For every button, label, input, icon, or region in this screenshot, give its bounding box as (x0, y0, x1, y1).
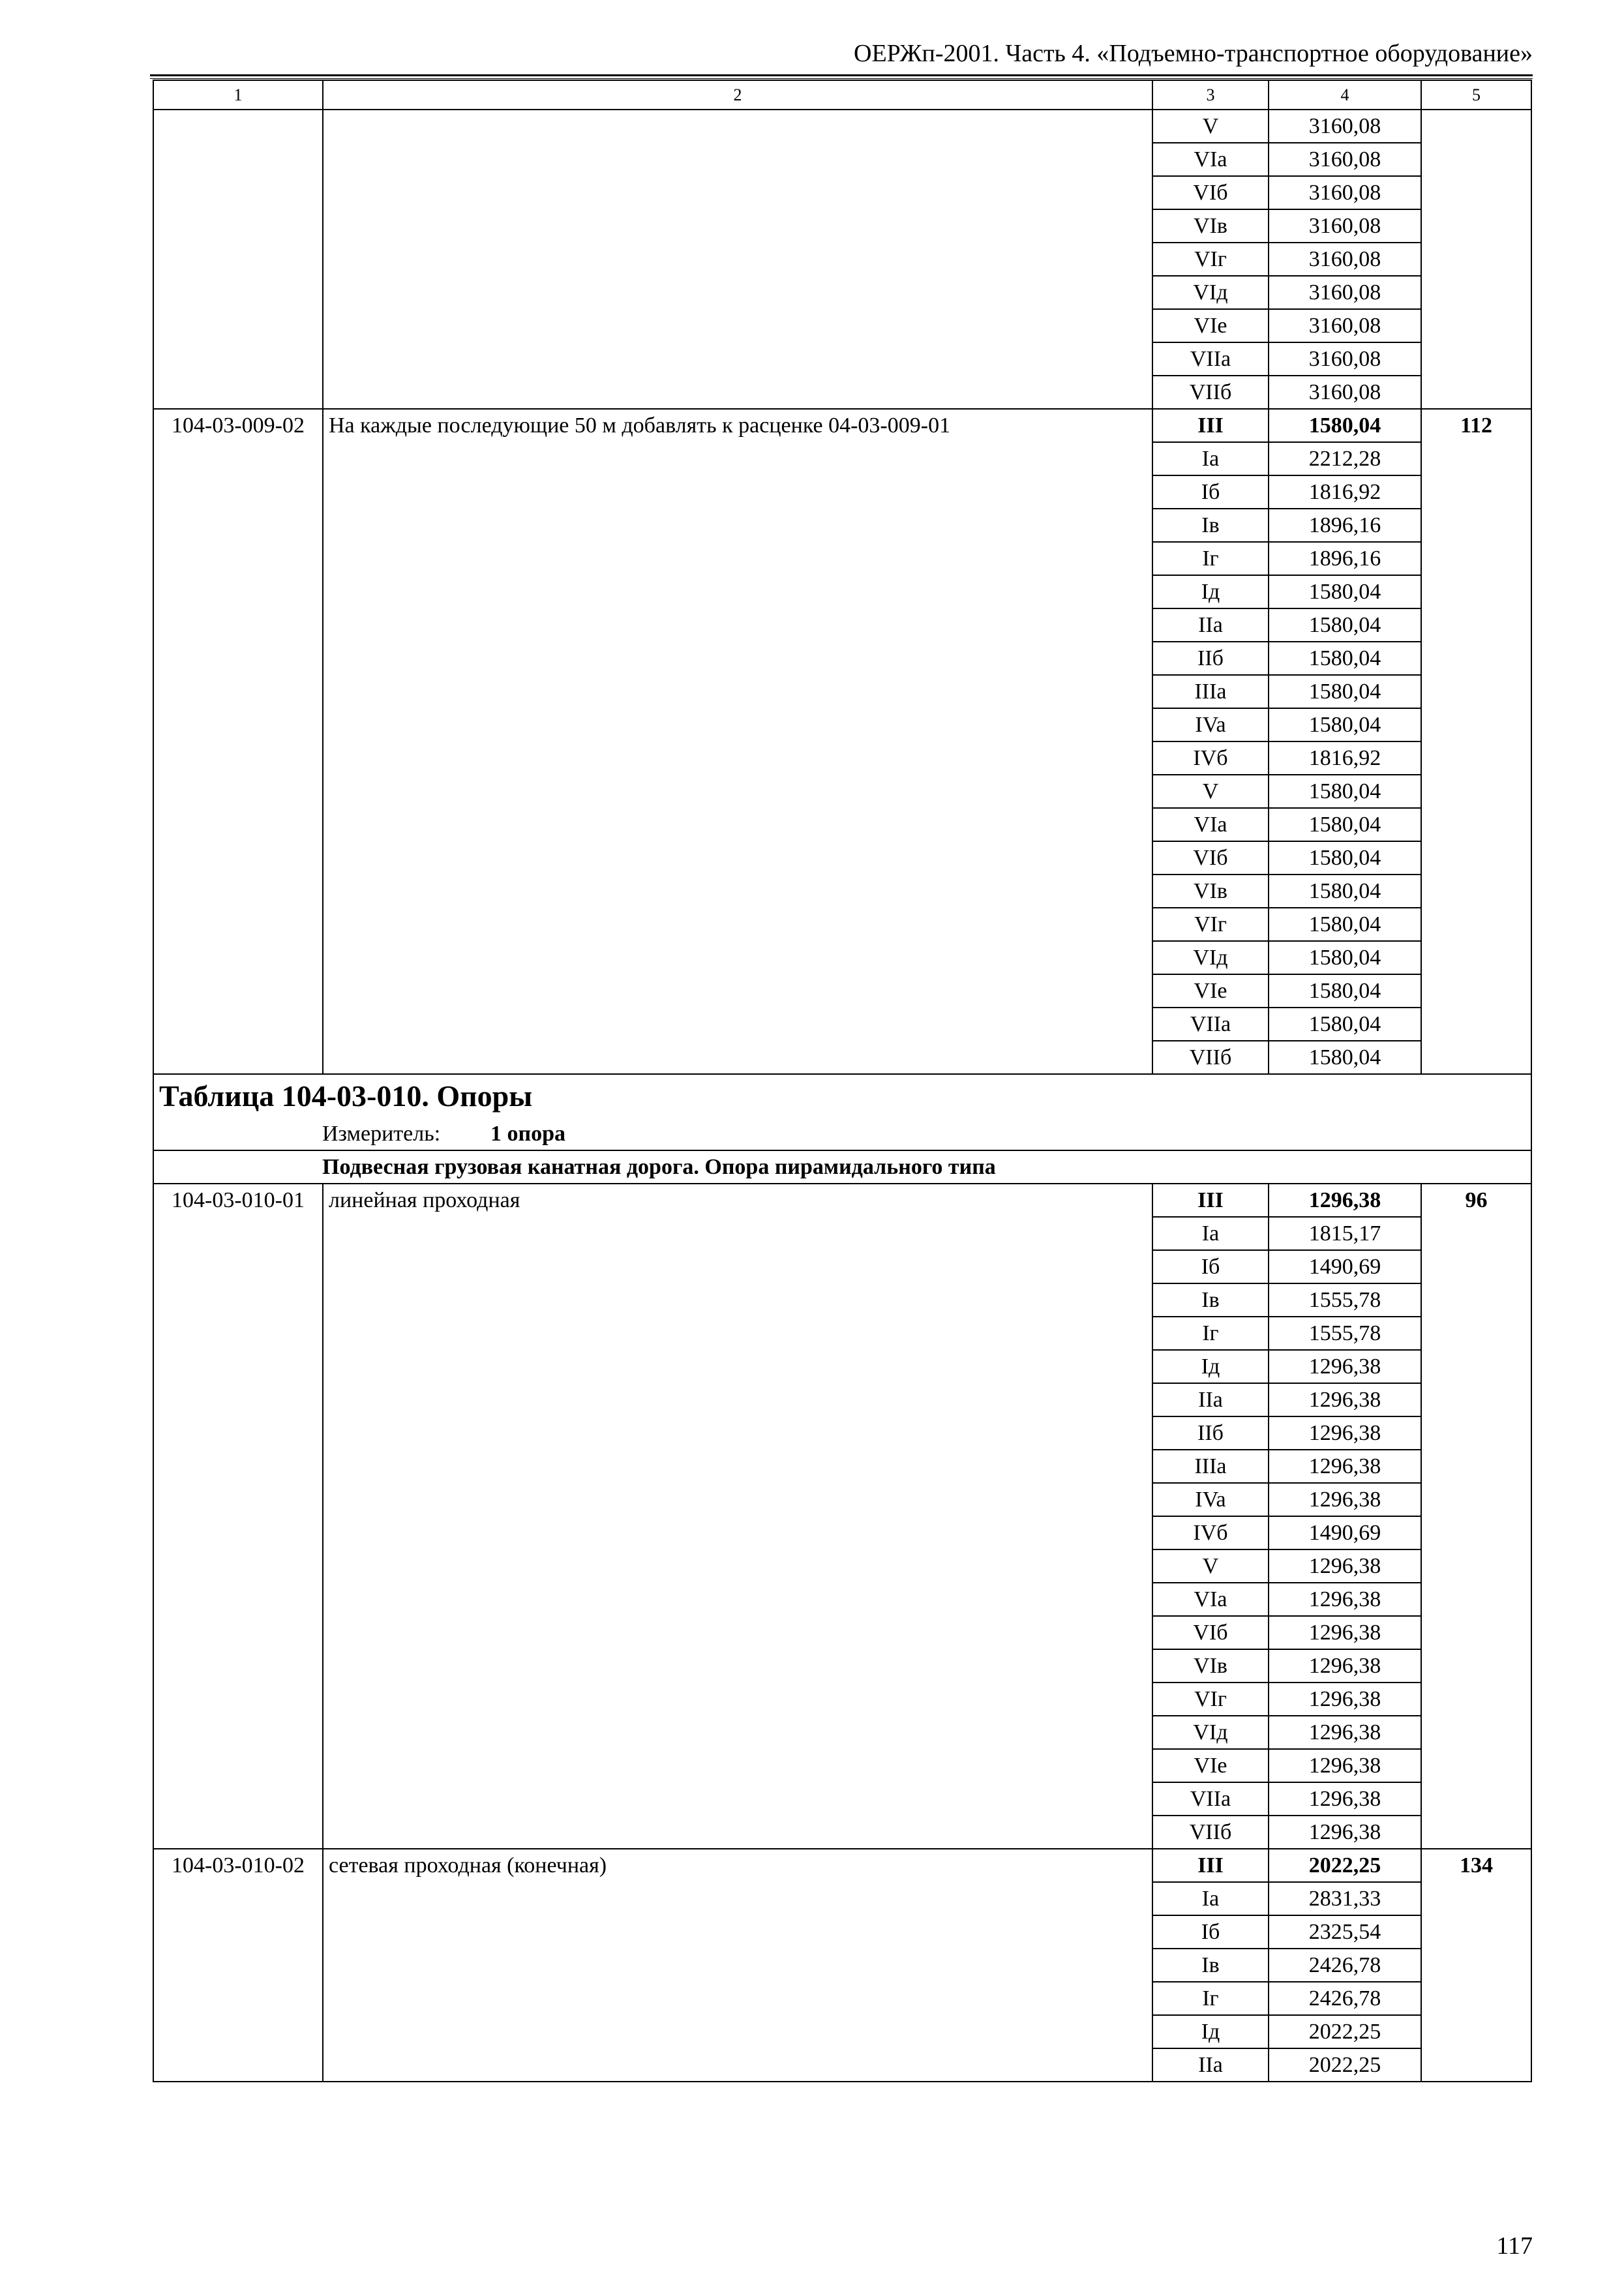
zone-cell: Iв (1152, 1283, 1269, 1317)
price-cell: 3160,08 (1269, 309, 1421, 342)
zone-cell: IIIa (1152, 1450, 1269, 1483)
item-code-cell (153, 110, 323, 409)
zone-cell: VIв (1152, 1649, 1269, 1683)
item-description-cell (323, 110, 1152, 409)
zone-cell: VIг (1152, 243, 1269, 276)
price-cell: 1296,38 (1269, 1649, 1421, 1683)
price-cell: 3160,08 (1269, 110, 1421, 143)
zone-cell: VIд (1152, 941, 1269, 974)
price-cell: 1296,38 (1269, 1549, 1421, 1583)
price-cell: 1815,17 (1269, 1217, 1421, 1250)
labor-cell: 134 (1421, 1849, 1531, 2082)
zone-cell: III (1152, 409, 1269, 442)
price-cell: 1296,38 (1269, 1683, 1421, 1716)
price-cell: 1896,16 (1269, 509, 1421, 542)
price-cell: 2022,25 (1269, 1849, 1421, 1882)
item-code: 104-03-009-02 (153, 409, 323, 1074)
zone-cell: VIIб (1152, 376, 1269, 409)
zone-cell: IIa (1152, 1383, 1269, 1416)
zone-cell: VIд (1152, 276, 1269, 309)
price-cell: 3160,08 (1269, 243, 1421, 276)
zone-cell: Iг (1152, 1982, 1269, 2015)
price-cell: 1296,38 (1269, 1483, 1421, 1516)
price-cell: 3160,08 (1269, 176, 1421, 209)
zone-cell: Iб (1152, 1915, 1269, 1949)
zone-cell: III (1152, 1849, 1269, 1882)
labor-cell: 96 (1421, 1184, 1531, 1849)
item-code: 104-03-010-02 (153, 1849, 323, 2082)
zone-cell: Iг (1152, 1317, 1269, 1350)
price-cell: 1490,69 (1269, 1250, 1421, 1283)
price-cell: 1555,78 (1269, 1317, 1421, 1350)
zone-cell: VIIa (1152, 1782, 1269, 1816)
zone-cell: VIe (1152, 1749, 1269, 1782)
zone-cell: VIIa (1152, 1008, 1269, 1041)
item-code: 104-03-010-01 (153, 1184, 323, 1849)
item-main-row (153, 1184, 1531, 1217)
price-cell: 1580,04 (1269, 575, 1421, 608)
item-description: На каждые последующие 50 м добавлять к расценке 04-03-009-01 (323, 409, 1152, 1074)
zone-cell: IVa (1152, 1483, 1269, 1516)
zone-cell: Iг (1152, 542, 1269, 575)
price-cell: 1896,16 (1269, 542, 1421, 575)
zone-cell: Iб (1152, 1250, 1269, 1283)
price-cell: 2212,28 (1269, 442, 1421, 475)
price-cell: 1580,04 (1269, 908, 1421, 941)
zone-cell: V (1152, 1549, 1269, 1583)
price-cell: 2426,78 (1269, 1949, 1421, 1982)
zone-cell: VIa (1152, 808, 1269, 841)
zone-cell: Iб (1152, 475, 1269, 509)
price-cell: 1296,38 (1269, 1616, 1421, 1649)
zone-cell: III (1152, 1184, 1269, 1217)
zone-cell: Iв (1152, 1949, 1269, 1982)
price-cell: 2426,78 (1269, 1982, 1421, 2015)
price-cell: 1296,38 (1269, 1716, 1421, 1749)
table-title-row (153, 1074, 1531, 1118)
zone-cell: VIб (1152, 1616, 1269, 1649)
item-description: линейная проходная (323, 1184, 1152, 1849)
price-cell: 1296,38 (1269, 1816, 1421, 1849)
zone-cell: Iв (1152, 509, 1269, 542)
zone-cell: VIд (1152, 1716, 1269, 1749)
zone-cell: VIe (1152, 309, 1269, 342)
price-cell: 1296,38 (1269, 1350, 1421, 1383)
price-cell: 1580,04 (1269, 1041, 1421, 1074)
price-cell: 1580,04 (1269, 642, 1421, 675)
price-table (153, 80, 1532, 2082)
price-cell: 1816,92 (1269, 741, 1421, 775)
price-cell: 3160,08 (1269, 276, 1421, 309)
zone-cell: IIa (1152, 2048, 1269, 2082)
column-number-row (153, 80, 1531, 110)
zone-cell: Iд (1152, 575, 1269, 608)
price-cell: 1490,69 (1269, 1516, 1421, 1549)
price-cell: 1296,38 (1269, 1583, 1421, 1616)
column-number: 4 (1269, 80, 1421, 110)
price-cell: 1296,38 (1269, 1416, 1421, 1450)
measure-cell (153, 1118, 1531, 1150)
price-cell: 1580,04 (1269, 1008, 1421, 1041)
price-cell: 1580,04 (1269, 974, 1421, 1008)
zone-cell: IVб (1152, 741, 1269, 775)
page-number: 117 (1496, 2232, 1533, 2260)
zone-cell: VIб (1152, 841, 1269, 875)
item-description: сетевая проходная (конечная) (323, 1849, 1152, 2082)
price-cell: 1580,04 (1269, 608, 1421, 642)
price-cell: 1580,04 (1269, 841, 1421, 875)
zone-cell: IVб (1152, 1516, 1269, 1549)
running-header: ОЕРЖп-2001. Часть 4. «Подъемно-транспортное оборудование» (854, 40, 1533, 67)
price-cell: 1296,38 (1269, 1184, 1421, 1217)
price-cell: 1555,78 (1269, 1283, 1421, 1317)
price-cell: 2831,33 (1269, 1882, 1421, 1915)
column-number: 2 (323, 80, 1152, 110)
zone-cell: Ia (1152, 442, 1269, 475)
price-cell: 1580,04 (1269, 808, 1421, 841)
zone-cell: IIIa (1152, 675, 1269, 708)
table-row (153, 110, 1531, 143)
zone-cell: V (1152, 775, 1269, 808)
zone-cell: VIa (1152, 143, 1269, 176)
zone-cell: Iд (1152, 2015, 1269, 2048)
zone-cell: V (1152, 110, 1269, 143)
measure-row (153, 1118, 1531, 1150)
column-number: 3 (1152, 80, 1269, 110)
zone-cell: IVa (1152, 708, 1269, 741)
labor-cell: 112 (1421, 409, 1531, 1074)
section-title: Подвесная грузовая канатная дорога. Опора пирамидального типа (153, 1150, 1531, 1184)
price-cell: 1580,04 (1269, 941, 1421, 974)
zone-cell: VIв (1152, 209, 1269, 243)
measure-label: Измеритель: (322, 1122, 441, 1146)
column-number: 1 (153, 80, 323, 110)
zone-cell: Ia (1152, 1217, 1269, 1250)
price-cell: 1580,04 (1269, 708, 1421, 741)
price-cell: 3160,08 (1269, 143, 1421, 176)
price-cell: 3160,08 (1269, 376, 1421, 409)
price-cell: 1296,38 (1269, 1749, 1421, 1782)
price-table-body (153, 80, 1531, 2082)
zone-cell: IIб (1152, 1416, 1269, 1450)
zone-cell: VIIб (1152, 1041, 1269, 1074)
item-main-row (153, 1849, 1531, 1882)
zone-cell: VIг (1152, 1683, 1269, 1716)
price-cell: 1580,04 (1269, 875, 1421, 908)
price-cell: 1816,92 (1269, 475, 1421, 509)
zone-cell: IIa (1152, 608, 1269, 642)
price-cell: 1296,38 (1269, 1450, 1421, 1483)
price-cell: 2022,25 (1269, 2048, 1421, 2082)
zone-cell: VIб (1152, 176, 1269, 209)
column-number: 5 (1421, 80, 1531, 110)
price-cell: 1580,04 (1269, 775, 1421, 808)
price-cell: 1296,38 (1269, 1782, 1421, 1816)
table-title: Таблица 104-03-010. Опоры (153, 1074, 1531, 1118)
section-row (153, 1150, 1531, 1184)
item-main-row (153, 409, 1531, 442)
price-cell: 2022,25 (1269, 2015, 1421, 2048)
zone-cell: Iд (1152, 1350, 1269, 1383)
measure-value: 1 опора (490, 1122, 565, 1146)
price-cell: 3160,08 (1269, 209, 1421, 243)
price-cell: 3160,08 (1269, 342, 1421, 376)
price-cell: 2325,54 (1269, 1915, 1421, 1949)
zone-cell: VIг (1152, 908, 1269, 941)
price-cell: 1296,38 (1269, 1383, 1421, 1416)
zone-cell: VIIa (1152, 342, 1269, 376)
zone-cell: Ia (1152, 1882, 1269, 1915)
header-rule-thin (150, 78, 1533, 79)
header-rule-thick (150, 74, 1533, 76)
zone-cell: VIв (1152, 875, 1269, 908)
zone-cell: VIIб (1152, 1816, 1269, 1849)
price-cell: 1580,04 (1269, 409, 1421, 442)
zone-cell: IIб (1152, 642, 1269, 675)
zone-cell: VIe (1152, 974, 1269, 1008)
price-cell: 1580,04 (1269, 675, 1421, 708)
labor-cell (1421, 110, 1531, 409)
zone-cell: VIa (1152, 1583, 1269, 1616)
